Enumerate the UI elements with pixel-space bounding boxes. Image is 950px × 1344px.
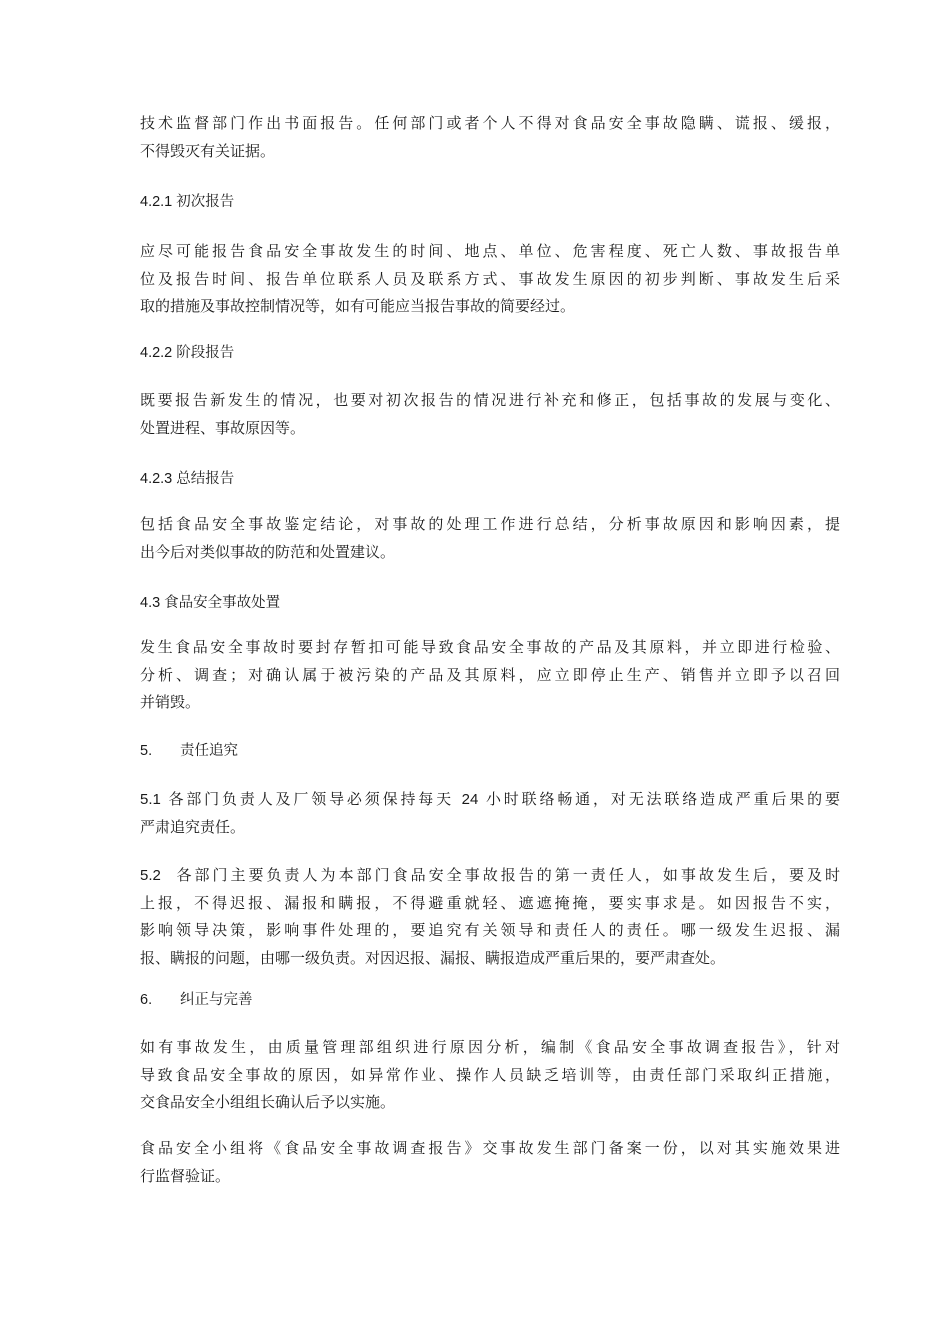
text-line: 既要报告新发生的情况，也要对初次报告的情况进行补充和修正，包括事故的发展与变化、 — [140, 391, 840, 409]
heading-title: 食品安全事故处置 — [164, 595, 281, 611]
heading-4-2-1 — [140, 188, 840, 217]
text-line: 食品安全小组将《食品安全事故调查报告》交事故发生部门备案一份，以对其实施效果进 — [140, 1139, 840, 1157]
paragraph-stage-report — [140, 387, 840, 442]
heading-number: 4.2.1 — [140, 194, 173, 210]
text-line: 分析、调查；对确认属于被污染的产品及其原料，应立即停止生产、销售并立即予以召回 — [140, 665, 840, 684]
text-line: 如有事故发生，由质量管理部组织进行原因分析，编制《食品安全事故调查报告》，针对 — [140, 1038, 840, 1056]
heading-4-2-2 — [140, 339, 840, 368]
text-line: 交食品安全小组组长确认后予以实施。 — [140, 1093, 396, 1111]
heading-number: 6. — [140, 992, 153, 1008]
paragraph-incident-handling — [140, 634, 840, 717]
paragraph-5-2 — [140, 862, 840, 972]
heading-number: 5. — [140, 743, 153, 759]
text-line: 处置进程、事故原因等。 — [140, 418, 306, 437]
text-line: 出今后对类似事故的防范和处置建议。 — [140, 542, 396, 561]
heading-title: 责任追究 — [180, 743, 238, 759]
text-line: 发生食品安全事故时要封存暂扣可能导致食品安全事故的产品及其原料，并立即进行检验、 — [140, 638, 840, 656]
heading-title: 阶段报告 — [176, 345, 235, 361]
text-line: 不得毁灭有关证据。 — [140, 141, 276, 160]
text-line: 位及报告时间、报告单位联系人员及联系方式、事故发生原因的初步判断、事故发生后采 — [140, 269, 840, 288]
text-line: 包括食品安全事故鉴定结论，对事故的处理工作进行总结，分析事故原因和影响因素，提 — [140, 515, 840, 533]
heading-6 — [140, 986, 840, 1015]
heading-4-2-3 — [140, 465, 840, 494]
number-24: 24 — [461, 791, 479, 808]
paragraph-5-1 — [140, 786, 840, 841]
heading-5 — [140, 737, 840, 766]
paragraph-initial-report — [140, 238, 840, 321]
text-line — [140, 862, 840, 890]
heading-number: 4.2.2 — [140, 345, 173, 361]
text-line: 技术监督部门作出书面报告。任何部门或者个人不得对食品安全事故隐瞒、谎报、缓报， — [140, 114, 840, 132]
text-line: 行监督验证。 — [140, 1166, 231, 1185]
paragraph-summary-report — [140, 511, 840, 566]
text-line: 并销毁。 — [140, 693, 201, 711]
paragraph-filing — [140, 1135, 840, 1190]
heading-title: 初次报告 — [176, 194, 235, 210]
heading-title: 纠正与完善 — [180, 992, 253, 1008]
heading-4-3 — [140, 589, 840, 618]
text-line: 应尽可能报告食品安全事故发生的时间、地点、单位、危害程度、死亡人数、事故报告单 — [140, 242, 840, 260]
text-line — [140, 786, 840, 814]
text-line: 影响领导决策，影响事件处理的，要追究有关领导和责任人的责任。哪一级发生迟报、漏 — [140, 921, 840, 939]
text-segment: 小时联络畅通，对无法联络造成严重后果的要 — [485, 790, 840, 808]
text-segment: 各部门主要负责人为本部门食品安全事故报告的第一责任人，如事故发生后，要及时 — [176, 866, 840, 884]
item-number: 5.2 — [140, 867, 161, 884]
text-line: 上报，不得迟报、漏报和瞒报，不得避重就轻、遮遮掩掩，要实事求是。如因报告不实， — [140, 893, 840, 912]
text-line: 严肃追究责任。 — [140, 817, 246, 836]
text-segment: 各部门负责人及厂领导必须保持每天 — [168, 790, 454, 808]
text-line: 取的措施及事故控制情况等，如有可能应当报告事故的简要经过。 — [140, 297, 576, 315]
paragraph-correction — [140, 1034, 840, 1117]
heading-title: 总结报告 — [176, 471, 235, 487]
paragraph-report-requirement — [140, 110, 840, 165]
heading-number: 4.3 — [140, 595, 161, 611]
heading-number: 4.2.3 — [140, 471, 173, 487]
text-line: 报、瞒报的问题，由哪一级负责。对因迟报、漏报、瞒报造成严重后果的，要严肃查处。 — [140, 948, 726, 967]
text-line: 导致食品安全事故的原因，如异常作业、操作人员缺乏培训等，由责任部门采取纠正措施， — [140, 1065, 840, 1084]
item-number: 5.1 — [140, 791, 161, 808]
